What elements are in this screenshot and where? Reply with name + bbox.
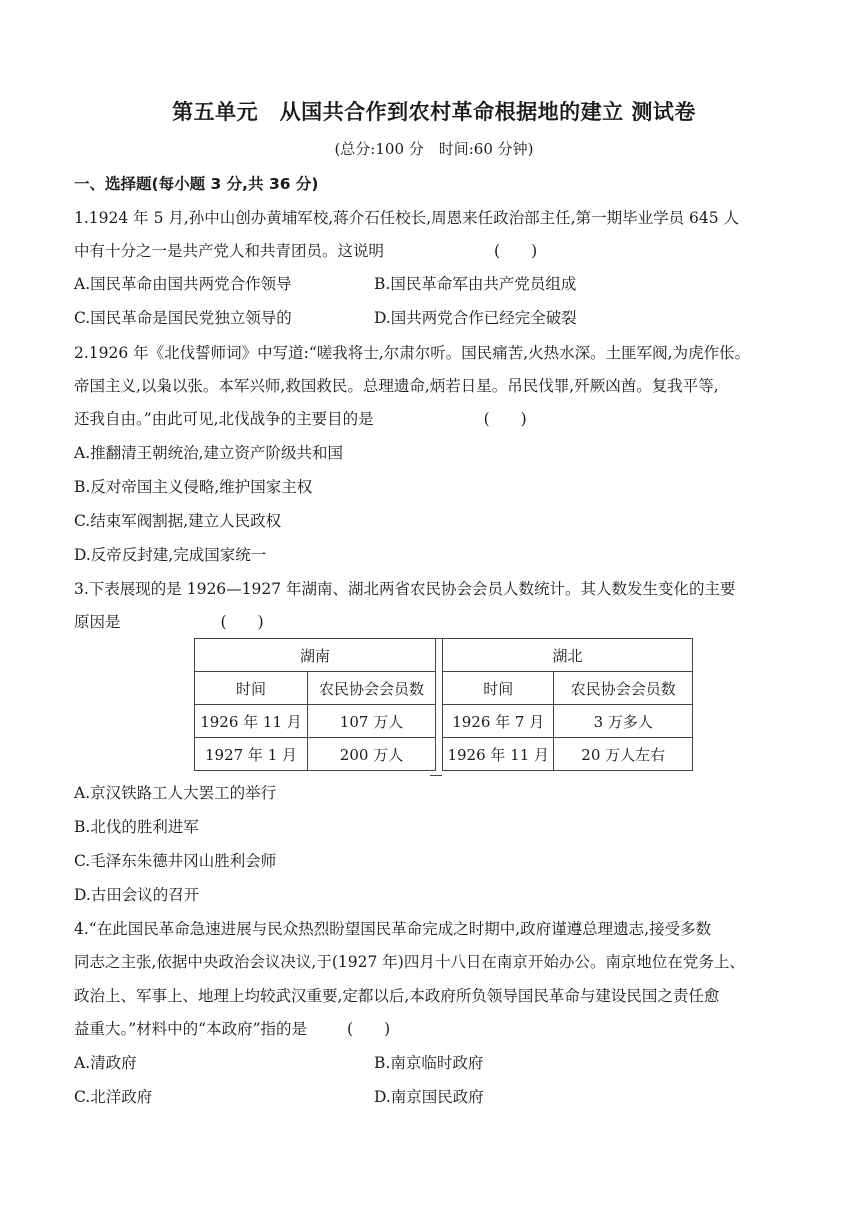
q1-option-d: D.国共两党合作已经完全破裂 bbox=[374, 309, 577, 327]
table-row: 1926 年 11 月 107 万人 bbox=[195, 705, 436, 738]
table-row: 1927 年 1 月 200 万人 bbox=[195, 738, 436, 771]
table-row: 1926 年 11 月 20 万人左右 bbox=[443, 738, 693, 771]
q2-line2: 帝国主义,以枭以张。本军兴师,救国救民。总理遗命,炳若日星。吊民伐罪,歼厥凶酋。复我平等, bbox=[74, 377, 719, 395]
q4-option-c: C.北洋政府 bbox=[74, 1088, 153, 1106]
q4-line3: 政治上、军事上、地理上均较武汉重要,定都以后,本政府所负领导国民革命与建设民国之责任愈 bbox=[74, 987, 720, 1005]
q3-line2: 原因是 ( ) bbox=[74, 613, 264, 631]
table-hunan bbox=[194, 638, 436, 771]
answer-paren: ( ) bbox=[494, 242, 538, 260]
q3-option-d: D.古田会议的召开 bbox=[74, 886, 200, 904]
answer-paren: ( ) bbox=[347, 1020, 391, 1038]
q4-option-a: A.清政府 bbox=[74, 1054, 137, 1072]
table-hubei bbox=[442, 638, 693, 771]
col-header-members: 农民协会会员数 bbox=[308, 672, 436, 705]
q4-line2: 同志之主张,依据中央政治会议决议,于(1927 年)四月十八日在南京开始办公。南京地位在党务上、 bbox=[74, 953, 745, 971]
q1-option-c: C.国民革命是国民党独立领导的 bbox=[74, 309, 292, 327]
q2-option-c: C.结束军阀割据,建立人民政权 bbox=[74, 512, 282, 530]
page-subtitle: (总分:100 分 时间:60 分钟) bbox=[334, 140, 534, 158]
q2-line1: 2.1926 年《北伐誓师词》中写道:“嗟我将士,尔肃尔听。国民痛苦,火热水深。土匪军阀,为虎作伥。 bbox=[74, 344, 751, 362]
page-title: 第五单元 从国共合作到农村革命根据地的建立 测试卷 bbox=[172, 100, 696, 124]
q1-line2: 中有十分之一是共产党人和共青团员。这说明 ( ) bbox=[74, 242, 538, 260]
col-header-members: 农民协会会员数 bbox=[554, 672, 693, 705]
q2-option-b: B.反对帝国主义侵略,维护国家主权 bbox=[74, 478, 313, 496]
answer-paren: ( ) bbox=[220, 613, 264, 631]
table-gap bbox=[430, 638, 442, 776]
col-header-time: 时间 bbox=[443, 672, 554, 705]
q3-line1: 3.下表展现的是 1926—1927 年湖南、湖北两省农民协会会员人数统计。其人数发生变化的主要 bbox=[74, 580, 736, 598]
q2-option-d: D.反帝反封建,完成国家统一 bbox=[74, 546, 267, 564]
table-header-hunan: 湖南 bbox=[195, 639, 436, 672]
q1-option-a: A.国民革命由国共两党合作领导 bbox=[74, 275, 292, 293]
q4-option-d: D.南京国民政府 bbox=[374, 1088, 484, 1106]
col-header-time: 时间 bbox=[195, 672, 308, 705]
table-row: 1926 年 7 月 3 万多人 bbox=[443, 705, 693, 738]
q4-line4: 益重大。”材料中的“本政府”指的是 ( ) bbox=[74, 1020, 391, 1038]
q3-option-b: B.北伐的胜利进军 bbox=[74, 818, 199, 836]
q3-option-c: C.毛泽东朱德井冈山胜利会师 bbox=[74, 852, 277, 870]
q1-line1: 1.1924 年 5 月,孙中山创办黄埔军校,蒋介石任校长,周恩来任政治部主任,第一期毕业学员 645 人 bbox=[74, 209, 740, 227]
q2-option-a: A.推翻清王朝统治,建立资产阶级共和国 bbox=[74, 444, 344, 462]
answer-paren: ( ) bbox=[483, 410, 527, 428]
q3-option-a: A.京汉铁路工人大罢工的举行 bbox=[74, 784, 277, 802]
section-heading: 一、选择题(每小题 3 分,共 36 分) bbox=[74, 175, 319, 193]
q2-line3: 还我自由。”由此可见,北伐战争的主要目的是 ( ) bbox=[74, 410, 527, 428]
q4-line1: 4.“在此国民革命急速进展与民众热烈盼望国民革命完成之时期中,政府谨遵总理遗志,接受多数 bbox=[74, 920, 712, 938]
q1-option-b: B.国民革命军由共产党员组成 bbox=[374, 275, 577, 293]
table-header-hubei: 湖北 bbox=[443, 639, 693, 672]
q4-option-b: B.南京临时政府 bbox=[374, 1054, 484, 1072]
